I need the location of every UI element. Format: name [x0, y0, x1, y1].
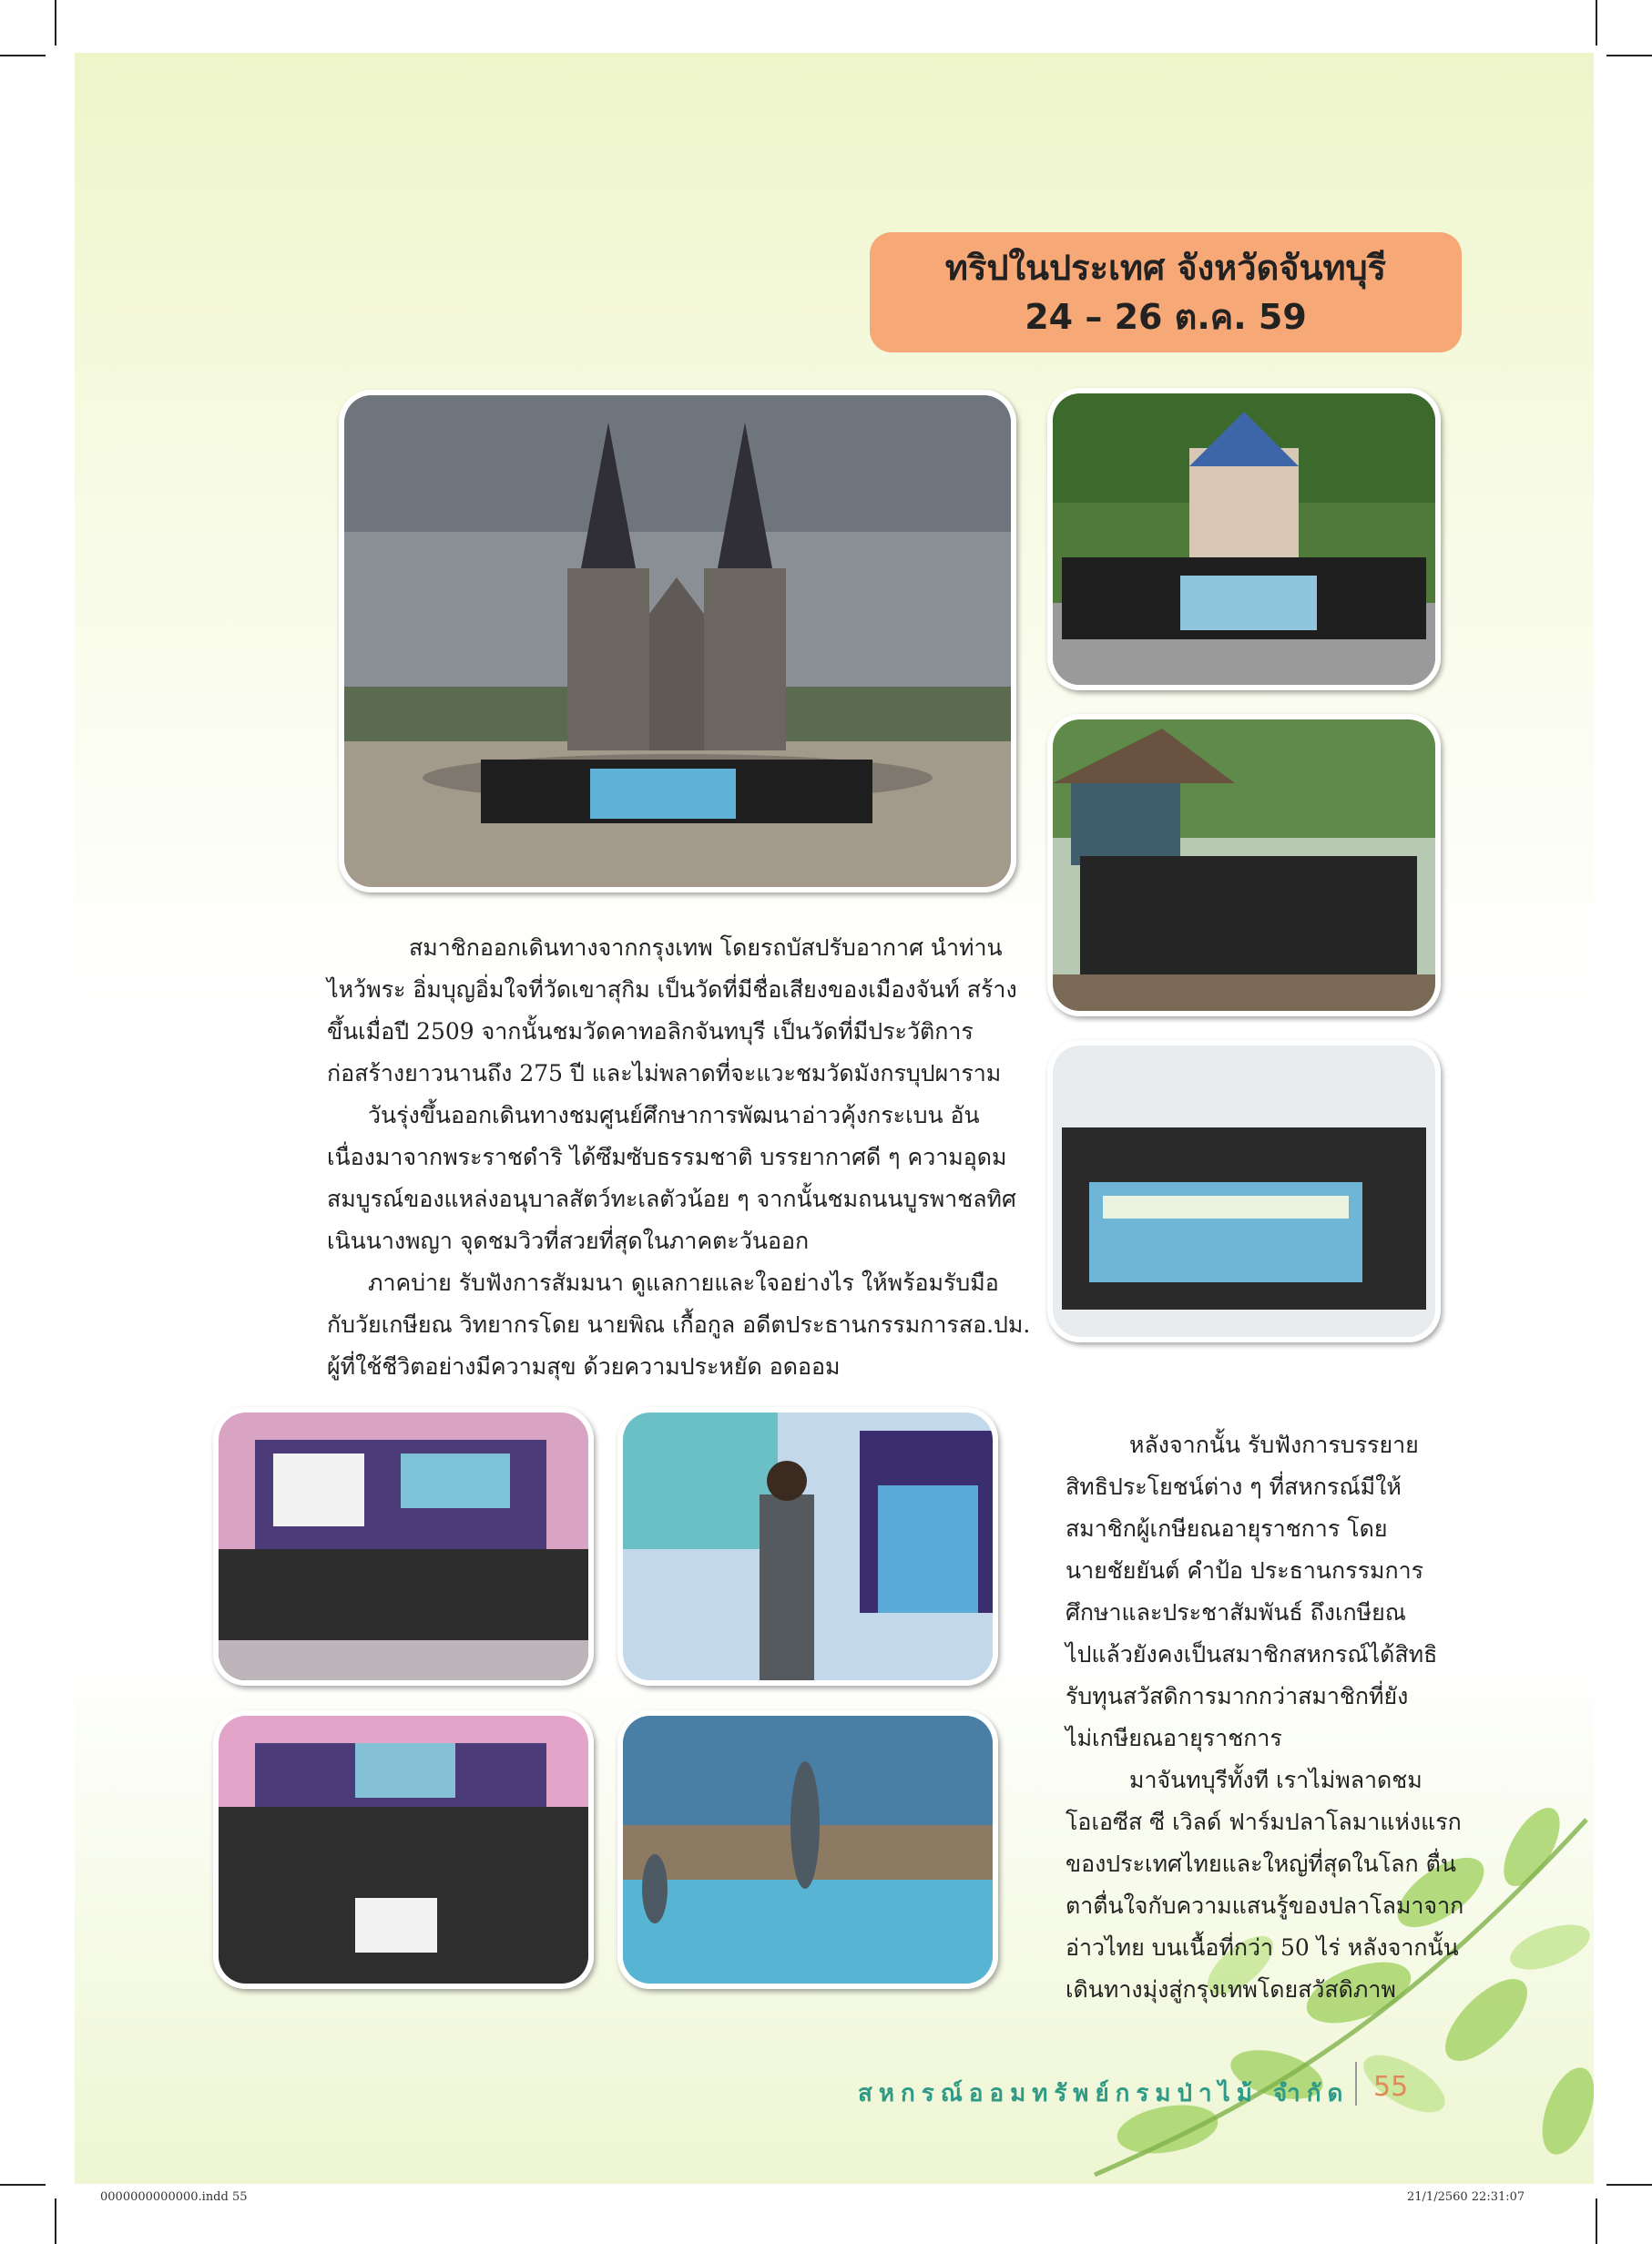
- photo-seminar-audience: [213, 1407, 594, 1686]
- body-line: วันรุ่งขึ้นออกเดินทางชมศูนย์ศึกษาการพัฒนาอ่าวคุ้งกระเบน อัน: [368, 1102, 980, 1128]
- magazine-page: [75, 53, 1594, 2184]
- title-line-2: 24 – 26 ต.ค. 59: [1025, 297, 1307, 337]
- photo-indoor-group: [213, 1710, 594, 1989]
- photo-seaside-group: [1047, 1040, 1441, 1342]
- crop-mark: [55, 2198, 56, 2244]
- photo-dolphin-show: [617, 1710, 998, 1989]
- body-line: สมาชิกออกเดินทางจากกรุงเทพ โดยรถบัสปรับอากาศ นำท่าน: [409, 934, 1003, 961]
- crop-mark: [55, 0, 56, 46]
- body-line: ไม่เกษียณอายุราชการ: [1066, 1725, 1282, 1751]
- body-line: นายชัยยันต์ คำป้อ ประธานกรรมการ: [1066, 1557, 1424, 1584]
- crop-mark: [0, 55, 46, 56]
- body-line: ภาคบ่าย รับฟังการสัมมนา ดูแลกายและใจอย่างไร ให้พร้อมรับมือ: [368, 1270, 999, 1296]
- title-line-1: ทริปในประเทศ จังหวัดจันทบุรี: [944, 248, 1387, 288]
- body-line: ของประเทศไทยและใหญ่ที่สุดในโลก ตื่น: [1066, 1851, 1456, 1877]
- body-line: โอเอซีส ซี เวิลด์ ฟาร์มปลาโลมาแห่งแรก: [1066, 1809, 1462, 1835]
- body-line: สมบูรณ์ของแหล่งอนุบาลสัตว์ทะเลตัวน้อย ๆ จากนั้นชมถนนบูรพาชลทิศ: [327, 1186, 1016, 1212]
- crop-mark: [1606, 2184, 1652, 2186]
- footer-divider: [1355, 2062, 1357, 2106]
- body-line: ก่อสร้างยาวนานถึง 275 ปี และไม่พลาดที่จะแวะชมวัดมังกรบุปผาราม: [327, 1060, 1002, 1086]
- photo-speaker: [617, 1407, 998, 1686]
- body-line: เนินนางพญา จุดชมวิวที่สวยที่สุดในภาคตะวันออก: [327, 1228, 810, 1254]
- crop-mark: [1606, 55, 1652, 56]
- footer-org-name: สหกรณ์ออมทรัพย์กรมป่าไม้ จำกัด: [858, 2080, 1350, 2107]
- body-line: อ่าวไทย บนเนื้อที่กว่า 50 ไร่ หลังจากนั้น: [1066, 1934, 1459, 1961]
- body-line: ตาตื่นใจกับความแสนรู้ของปลาโลมาจาก: [1066, 1892, 1464, 1919]
- photo-boardwalk-group: [1047, 714, 1441, 1016]
- article-body-left: [327, 927, 1030, 1388]
- print-slug-file: 0000000000000.indd 55: [100, 2190, 248, 2204]
- photo-temple-group: [1047, 388, 1441, 690]
- body-line: เดินทางมุ่งสู่กรุงเทพโดยสวัสดิภาพ: [1066, 1976, 1396, 2003]
- page-number: 55: [1373, 2071, 1409, 2103]
- crop-mark: [1596, 0, 1597, 46]
- photo-cathedral-group: [339, 390, 1016, 892]
- body-line: ผู้ที่ใช้ชีวิตอย่างมีความสุข ด้วยความประหยัด อดออม: [327, 1353, 841, 1380]
- body-line: รับทุนสวัสดิการมากกว่าสมาชิกที่ยัง: [1066, 1683, 1409, 1709]
- body-line: ศึกษาและประชาสัมพันธ์ ถึงเกษียณ: [1066, 1599, 1406, 1626]
- body-line: กับวัยเกษียณ วิทยากรโดย นายพิณ เกื้อกูล อดีตประธานกรรมการสอ.ปม.: [327, 1311, 1031, 1338]
- crop-mark: [1596, 2198, 1597, 2244]
- article-title: [870, 232, 1462, 352]
- body-line: ไหว้พระ อิ่มบุญอิ่มใจที่วัดเขาสุกิม เป็นวัดที่มีชื่อเสียงของเมืองจันท์ สร้าง: [327, 976, 1017, 1003]
- body-line: สมาชิกผู้เกษียณอายุราชการ โดย: [1066, 1515, 1388, 1542]
- body-line: มาจันทบุรีทั้งที เราไม่พลาดชม: [1129, 1767, 1423, 1793]
- body-line: สิทธิประโยชน์ต่าง ๆ ที่สหกรณ์มีให้: [1066, 1474, 1402, 1500]
- body-line: ไปแล้วยังคงเป็นสมาชิกสหกรณ์ได้สิทธิ: [1066, 1641, 1438, 1668]
- body-line: เนื่องมาจากพระราชดำริ ได้ซึมซับธรรมชาติ บรรยากาศดี ๆ ความอุดม: [327, 1144, 1007, 1170]
- article-body-right: [1066, 1424, 1463, 2011]
- crop-mark: [0, 2184, 46, 2186]
- print-slug-timestamp: 21/1/2560 22:31:07: [1407, 2190, 1525, 2204]
- body-line: ขึ้นเมื่อปี 2509 จากนั้นชมวัดคาทอลิกจันทบุรี เป็นวัดที่มีประวัติการ: [327, 1018, 974, 1045]
- body-line: หลังจากนั้น รับฟังการบรรยาย: [1129, 1432, 1419, 1458]
